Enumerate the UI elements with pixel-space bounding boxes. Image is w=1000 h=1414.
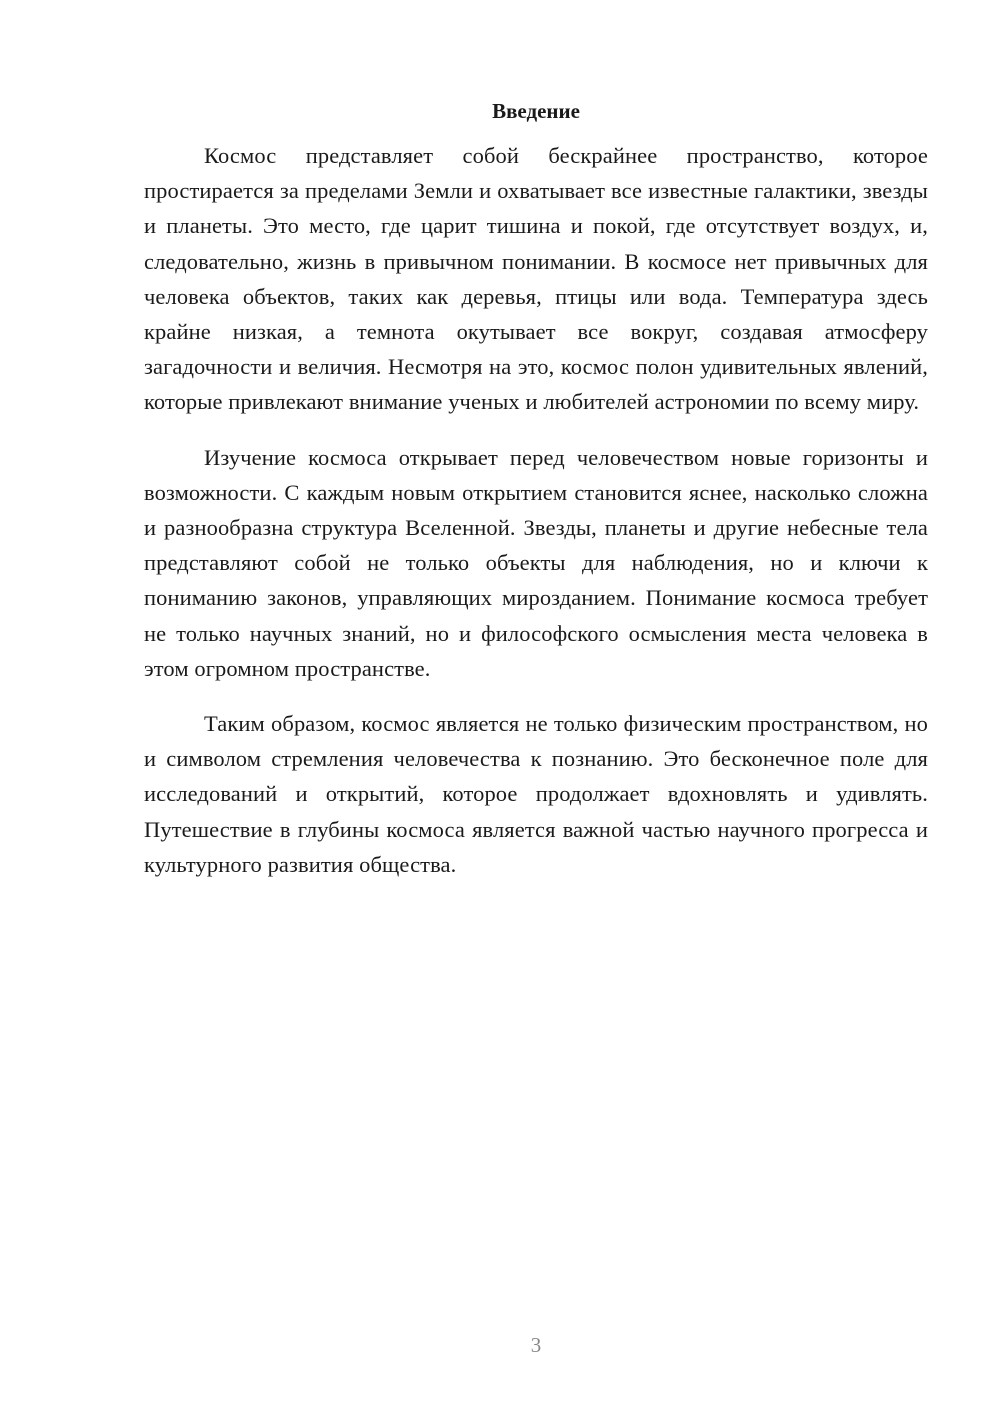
paragraph-2: Изучение космоса открывает перед человечеством новые горизонты и возможности. С каждым новым открытием становится яснее, насколько сложна и разнообразна структура Вселенной. Звезды, планеты и другие небесные тела представляют собой не только объекты для наблюдения, но и ключи к пониманию законов, управляющих мирозданием. Понимание космоса требует не только научных знаний, но и философского осмысления места человека в этом огромном пространстве. [144,444,928,681]
paragraph-3: Таким образом, космос является не только физическим пространством, но и символом стремления человечества к познанию. Это бесконечное поле для исследований и открытий, которое продолжает вдохновлять и удивлять. Путешествие в глубины космоса является важной частью научного прогресса и культурного развития общества. [144,711,928,877]
paragraph-1: Космос представляет собой бескрайнее пространство, которое простирается за пределами Земли и охватывает все известные галактики, звезды и планеты. Это место, где царит тишина и покой, где отсутствует воздух, и, следовательно, жизнь в привычном понимании. В космосе нет привычных для человека объектов, таких как деревья, птицы или вода. Температура здесь крайне низкая, а темнота окутывает все вокруг, создавая атмосферу загадочности и величия. Несмотря на это, космос полон удивительных явлений, которые привлекают внимание ученых и любителей астрономии по всему миру. [144,143,928,415]
page-number: 3 [530,1333,542,1357]
section-title: Введение [492,99,580,123]
page-content [144,96,928,902]
